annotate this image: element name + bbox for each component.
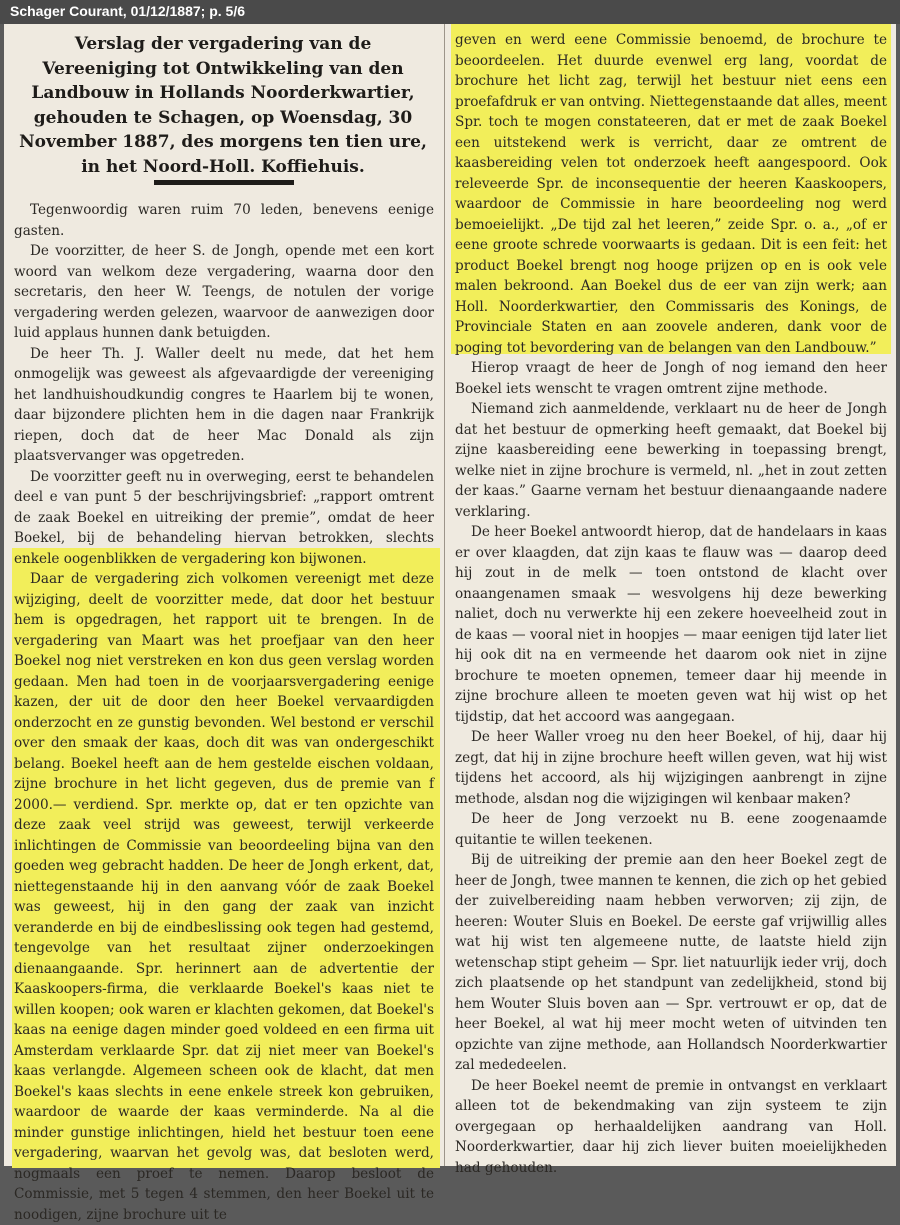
paragraph: De voorzitter, de heer S. de Jongh, opende met een kort woord van welkom deze vergadering, waarna door den secretaris, den heer W. Teengs, de notulen der vorige vergadering werden gelezen, waarvoor de aanwezigen door luid applaus hunnen dank betuigden. xyxy=(14,243,434,341)
title-rule xyxy=(154,180,294,185)
right-column xyxy=(444,24,897,1176)
paragraph: De heer de Jong verzoekt nu B. eene zoogenaamde quitantie te willen teekenen. xyxy=(455,811,887,848)
paragraph: De heer Boekel antwoordt hierop, dat de handelaars in kaas er over klaagden, dat zijn kaas te flauw was — daarop deed hij zout in de melk — toen ontstond de klacht over onaangenamen smaak — wesvolgens hij deze bewerking naliet, doch nu verwerkte hij een zekere hoeveelheid zout in de kaas — vooral niet in hoopjes — maar eenigen tijd later liet hij ook dit na en vermeende het daarom ook niet in zijne brochure te moeten opnemen, temeer daar hij meende in zijne brochure alleen te moeten geven wat hij wist op het tijdstip, dat het accoord was aangegaan. xyxy=(455,524,887,725)
newspaper-clipping xyxy=(4,24,896,1223)
paragraph: De heer Boekel neemt de premie in ontvangst en verklaart alleen tot de bekendmaking van zijn systeem te zijn overgegaan op herhaaldelijken aandrang van Holl. Noorderkwartier, daar hij zich liever buiten moeielijkheden had gehouden. xyxy=(455,1077,887,1176)
left-text xyxy=(14,200,434,1225)
paragraph: Bij de uitreiking der premie aan den heer Boekel zegt de heer de Jongh, twee mannen te kennen, die zich op het gebied der zuivelbereiding naam hebben verworven; zij zijn, de heeren: Wouter Sluis en Boekel. De eerste gaf vrijwillig alles wat hij wist ten algemeene nutte, de laatste hield zijn wetenschap stipt geheim — Spr. liet natuurlijk ieder vrij, doch zich plaatsende op het standpunt van zedelijkheid, stond bij hem Wouter Sluis boven aan — Spr. vertrouwt er op, dat de heer Boekel, al wat hij meer mocht weten of uitvinden ten opzichte van zijne methode, aan Hollandsch Noorderkwartier zal mededeelen. xyxy=(455,852,887,1073)
paragraph: Hierop vraagt de heer de Jongh of nog iemand den heer Boekel iets wenscht te vragen omtrent zijne methode. xyxy=(455,360,887,397)
paragraph: De voorzitter geeft nu in overweging, eerst te behandelen deel e van punt 5 der beschrijvingsbrief: „rapport omtrent de zaak Boekel en uitreiking der premie”, omdat de heer Boekel, bij de behandeling hiervan betrokken, slechts enkele oogenblikken de vergadering kon bijwonen. xyxy=(14,468,434,567)
source-header: Schager Courant, 01/12/1887; p. 5/6 xyxy=(10,3,245,19)
article-title: Verslag der vergadering van de Vereeniging tot Ontwikkeling van den Landbouw in Hollands Noorderkwartier, gehouden te Schagen, op Woensdag, 30 November 1887, des morgens ten tien ure, in het Noord-Holl. Koffiehuis. xyxy=(19,34,427,177)
paragraph: geven en werd eene Commissie benoemd, de brochure te beoordeelen. Het duurde evenwel erg lang, voordat de brochure het licht zag, terwijl het bestuur niet eens een proefafdruk er van ontving. Niettegenstaande dat alles, meent Spr. toch te mogen constateeren, dat er met de zaak Boekel een uitstekend werk is verricht, daar ze omtrent de kaasbereiding velen tot onderzoek heeft aangespoord. Ook releveerde Spr. de inconsequentie der heeren Kaaskoopers, waardoor de Commissie in hare beoordeeling nog werd bemoeielijkt. „De tijd zal het leeren,” zeide Spr. o. a., „of er eene groote schrede voorwaarts is gedaan. Dit is een feit: het product Boekel brengt nog hooge prijzen op en is ook vele malen bekroond. Aan Boekel dus de eer van zijn werk; aan Holl. Noorderkwartier, den Commissaris des Konings, de Provinciale Staten en aan zoovele anderen, dank voor de poging tot bevordering van de belangen van den Landbouw.” xyxy=(455,32,887,356)
right-text xyxy=(455,30,887,1178)
paragraph: Daar de vergadering zich volkomen vereenigt met deze wijziging, deelt de voorzitter mede, dat door het bestuur hem is opgedragen, het rapport uit te brengen. In de vergadering van Maart was het proefjaar van den heer Boekel nog niet verstreken en kon dus geen verslag worden gedaan. Men had toen in de voorjaarsvergadering eenige kazen, der uit de door den heer Boekel vervaardigden onderzocht en ze gunstig bevonden. Wel bestond er verschil over den smaak der kaas, doch dit was van ondergeschikt belang. Boekel heeft aan de hem gestelde eischen voldaan, zijne brochure in het licht gegeven, dus de premie van f 2000.— verdiend. Spr. merkte op, dat er ten opzichte van deze zaak veel strijd was geweest, terwijl verkeerde inlichtingen de Commissie van beoordeeling bijna van den goeden weg gebracht hadden. De heer de Jongh erkent, dat, niettegenstaande hij in den aanvang vóór de zaak Boekel was geweest, hij in den gang der zaak van inzicht veranderde en bij de eindbeslissing ook tegen had gestemd, tengevolge van het resultaat zijner onderzoekingen dienaangaande. Spr. herinnert aan de advertentie der Kaaskoopers-firma, die verklaarde Boekel's kaas niet te willen koopen; ook waren er klachten gekomen, dat Boekel's kaas na eenige dagen minder goed voldeed en een firma uit Amsterdam verklaarde Spr. dat zij niet meer van Boekel's kaas verlangde. Algemeen scheen ook de klacht, dat men Boekel's kaas slechts in eene enkele streek kon gebruiken, waardoor de waarde der kaas verminderde. Na al die minder gunstige inlichtingen, hield het bestuur toen eene vergadering, waarvan het gevolg was, dat besloten werd, nogmaals een proef te nemen. Daarop besloot de Commissie, met 5 tegen 4 stemmen, den heer Boekel uit te noodigen, zijne brochure uit te xyxy=(14,571,434,1223)
paragraph: De heer Th. J. Waller deelt nu mede, dat het hem onmogelijk was geweest als afgevaardigde der vereeniging het landhuishoudkundig congres te Haarlem bij te wonen, daar bijzondere plichten hem in die dagen naar Frankrijk riepen, doch dat de heer Mac Donald als zijn plaatsvervanger was opgetreden. xyxy=(14,345,434,464)
paragraph: Tegenwoordig waren ruim 70 leden, benevens eenige gasten. xyxy=(14,202,434,239)
paragraph: Niemand zich aanmeldende, verklaart nu de heer de Jongh dat het bestuur de opmerking heeft gemaakt, dat Boekel bij zijne kaasbereiding eene bewerking in toepassing brengt, welke niet in zijne brochure is vermeld, nl. „het in zout zetten der kaas.” Gaarne vernam het bestuur dienaangaande nadere verklaring. xyxy=(455,401,887,520)
paragraph: De heer Waller vroeg nu den heer Boekel, of hij, daar hij zegt, dat hij in zijne brochure heeft willen geven, wat hij wist tijdens het accoord, als hij wijzigingen aanbrengt in zijne methode, alsdan nog die wijzigingen wil kenbaar maken? xyxy=(455,729,887,807)
source-header-bar xyxy=(0,0,900,24)
left-column xyxy=(4,24,444,1223)
